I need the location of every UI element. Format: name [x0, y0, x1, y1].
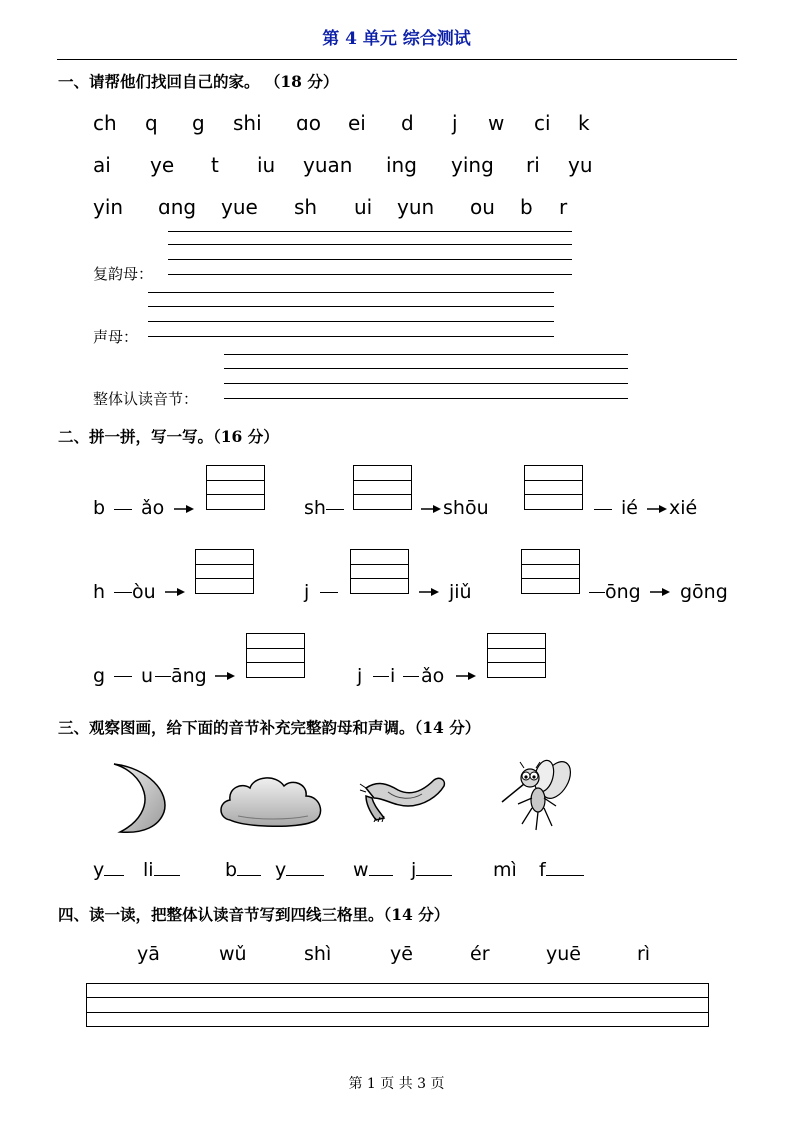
- answer-line[interactable]: [168, 259, 572, 260]
- arrow-icon: [421, 504, 441, 514]
- s2-g: g: [93, 665, 106, 687]
- answer-w: w: [353, 859, 369, 881]
- dash: [594, 509, 612, 510]
- syllable: ing: [386, 153, 417, 177]
- label-shengmu: 声母：: [93, 328, 139, 346]
- write-box[interactable]: [353, 465, 412, 510]
- answer-line[interactable]: [224, 368, 628, 369]
- syllable: ou: [470, 195, 495, 219]
- s2-jiu: jiǔ: [449, 581, 472, 603]
- dash: [326, 509, 344, 510]
- label-zhengti: 整体认读音节：: [93, 390, 199, 408]
- dash: [373, 676, 389, 677]
- s2-i: i: [390, 665, 396, 687]
- syllable: q: [145, 111, 158, 135]
- syllable: ye: [150, 153, 175, 177]
- answer-li: li: [143, 859, 154, 881]
- answer-j: j: [411, 859, 417, 881]
- answer-mi: mì: [493, 859, 517, 881]
- blank[interactable]: [237, 875, 261, 876]
- syllable: ci: [534, 111, 551, 135]
- arrow-icon: [165, 587, 185, 597]
- syllable: ri: [526, 153, 540, 177]
- write-box[interactable]: [206, 465, 265, 510]
- arrow-icon: [215, 671, 235, 681]
- answer-line[interactable]: [148, 292, 554, 293]
- answer-line[interactable]: [168, 231, 572, 232]
- write-box[interactable]: [487, 633, 546, 678]
- s2-shou: shōu: [443, 497, 489, 519]
- syllable: g: [192, 111, 205, 135]
- s2-ie: ié: [621, 497, 638, 519]
- s2-j3: j: [357, 665, 363, 687]
- arrow-icon: [174, 504, 194, 514]
- syllable: ei: [348, 111, 366, 135]
- answer-line[interactable]: [224, 398, 628, 399]
- syllable: rì: [637, 943, 651, 965]
- syllable: shi: [233, 111, 262, 135]
- syllable: ch: [93, 111, 117, 135]
- syllable: ɑo: [296, 111, 321, 135]
- section1-heading: 一、请帮他们找回自己的家。 （18 分）: [58, 72, 339, 91]
- section4-heading: 四、读一读，把整体认读音节写到四线三格里。（14 分）: [58, 905, 450, 924]
- write-box[interactable]: [350, 549, 409, 594]
- syllable: ying: [451, 153, 494, 177]
- blank[interactable]: [416, 875, 452, 876]
- syllable: iu: [257, 153, 276, 177]
- cloud-icon: [218, 772, 326, 830]
- write-box[interactable]: [524, 465, 583, 510]
- answer-b: b: [225, 859, 238, 881]
- page-title: 第 4 单元 综合测试: [322, 29, 471, 49]
- answer-y2: y: [275, 859, 287, 881]
- blank[interactable]: [546, 875, 584, 876]
- write-box[interactable]: [195, 549, 254, 594]
- answer-line[interactable]: [168, 244, 572, 245]
- blank[interactable]: [154, 875, 180, 876]
- syllable: yu: [568, 153, 593, 177]
- write-box[interactable]: [521, 549, 580, 594]
- dash: [403, 676, 419, 677]
- arrow-icon: [419, 587, 439, 597]
- writing-grid[interactable]: [86, 983, 709, 1027]
- s2-ao3: ǎo: [421, 665, 445, 687]
- answer-line[interactable]: [148, 336, 554, 337]
- answer-y: y: [93, 859, 105, 881]
- write-box[interactable]: [246, 633, 305, 678]
- arrow-icon: [650, 587, 670, 597]
- syllable: yun: [397, 195, 435, 219]
- syllable: wǔ: [219, 943, 247, 965]
- section3-heading: 三、观察图画，给下面的音节补充完整韵母和声调。（14 分）: [58, 718, 481, 737]
- label-fuyunmu: 复韵母：: [93, 265, 154, 283]
- syllable: yē: [390, 943, 413, 965]
- answer-line[interactable]: [148, 321, 554, 322]
- dash: [114, 676, 132, 677]
- s2-ong: ōng: [605, 581, 641, 603]
- syllable: ɑng: [158, 195, 197, 219]
- s2-ou: òu: [132, 581, 156, 603]
- syllable: sh: [294, 195, 318, 219]
- blank[interactable]: [104, 875, 124, 876]
- answer-line[interactable]: [224, 354, 628, 355]
- syllable: d: [401, 111, 414, 135]
- s2-ang: āng: [171, 665, 207, 687]
- answer-f: f: [539, 859, 546, 881]
- scarf-icon: [358, 766, 448, 822]
- arrow-icon: [456, 671, 476, 681]
- syllable: ai: [93, 153, 111, 177]
- mosquito-icon: [498, 758, 578, 834]
- blank[interactable]: [369, 875, 393, 876]
- syllable: w: [488, 111, 505, 135]
- blank[interactable]: [286, 875, 324, 876]
- syllable: ui: [354, 195, 373, 219]
- syllable: k: [578, 111, 590, 135]
- header-rule: [57, 59, 737, 60]
- syllable: yin: [93, 195, 124, 219]
- syllable: ér: [470, 943, 490, 965]
- syllable: shì: [304, 943, 332, 965]
- syllable: r: [559, 195, 568, 219]
- s2-xie: xié: [669, 497, 698, 519]
- s2-h: h: [93, 581, 106, 603]
- syllable: yue: [221, 195, 258, 219]
- page-footer: 第 1 页 共 3 页: [348, 1076, 445, 1092]
- section2-heading: 二、拼一拼，写一写。（16 分）: [58, 427, 279, 446]
- dash: [114, 592, 132, 593]
- answer-line[interactable]: [224, 383, 628, 384]
- syllable: yuē: [546, 943, 581, 965]
- answer-line[interactable]: [148, 306, 554, 307]
- s2-u: u: [141, 665, 154, 687]
- syllable: yā: [137, 943, 160, 965]
- syllable: t: [211, 153, 219, 177]
- syllable: yuan: [303, 153, 353, 177]
- moon-icon: [104, 762, 170, 834]
- syllable: b: [520, 195, 533, 219]
- dash: [114, 509, 132, 510]
- s2-b: b: [93, 497, 106, 519]
- arrow-icon: [647, 504, 667, 514]
- dash: [155, 676, 171, 677]
- s2-j: j: [304, 581, 310, 603]
- s2-sh: sh: [304, 497, 326, 519]
- dash: [320, 592, 338, 593]
- syllable: j: [452, 111, 458, 135]
- answer-line[interactable]: [168, 274, 572, 275]
- dash: [589, 592, 605, 593]
- s2-ao: ǎo: [141, 497, 165, 519]
- s2-gong: gōng: [680, 581, 728, 603]
